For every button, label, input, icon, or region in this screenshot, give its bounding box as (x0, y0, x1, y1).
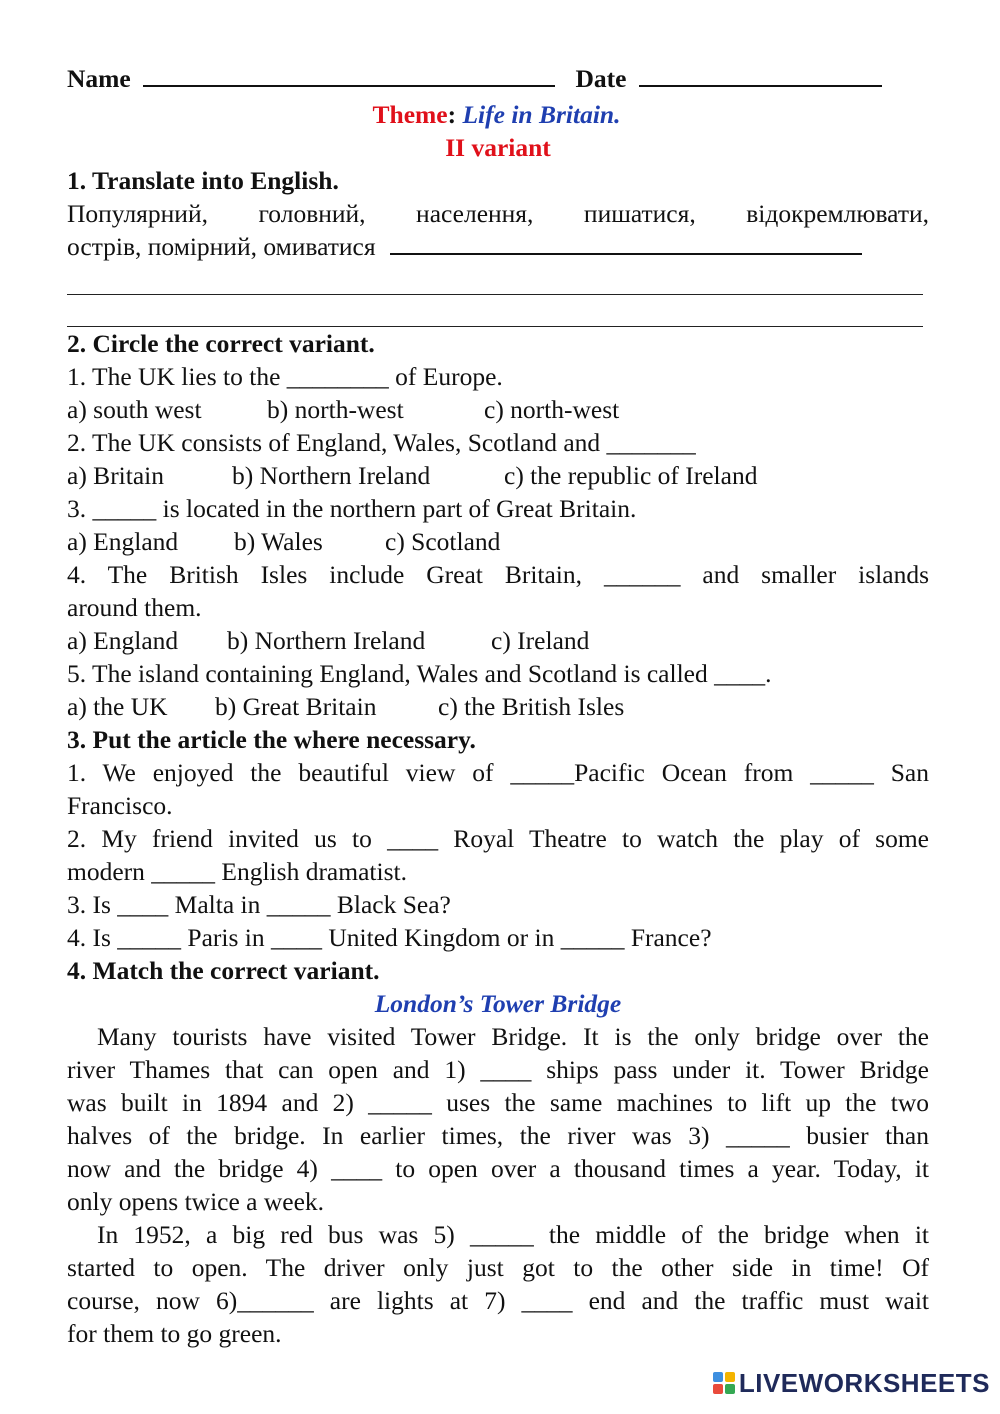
task3-sentence-4: 4. Is _____ Paris in ____ United Kingdom or in _____ France? (67, 923, 712, 952)
text-paragraph-1 (67, 1020, 929, 1218)
p1-line-4: halves of the bridge. In earlier times, the river was 3) _____ busier than (67, 1121, 929, 1150)
task2-q2-option-c[interactable]: c) the republic of Ireland (504, 461, 758, 490)
task2-heading: 2. Circle the correct variant. (67, 329, 375, 358)
task3-sentence-1-line2: Francisco. (67, 791, 173, 820)
theme-title: Life in Britain. (462, 100, 621, 129)
text-paragraph-2 (67, 1218, 929, 1350)
task2-options-1 (67, 393, 929, 426)
theme-label: Theme (372, 100, 448, 129)
task2-options-5 (67, 690, 929, 723)
header-row (67, 62, 929, 98)
task1-answer-line-1[interactable] (390, 249, 862, 255)
p1-line-2: river Thames that can open and 1) ____ ships pass under it. Tower Bridge (67, 1055, 929, 1084)
task2-question-3: 3. _____ is located in the northern part of Great Britain. (67, 494, 637, 523)
task2-q4-option-b[interactable]: b) Northern Ireland (227, 626, 426, 655)
task3-sentence-1-line1: 1. We enjoyed the beautiful view of _____Pacific Ocean from _____ San (67, 758, 929, 787)
p2-line-3: course, now 6)______ are lights at 7) ____ end and the traffic must wait (67, 1286, 929, 1315)
task1-words-line1: Популярний, головний, населення, пишатися, відокремлювати, (67, 199, 929, 228)
task2-q4-option-a[interactable]: a) England (67, 626, 179, 655)
task2-question-4-line1: 4. The British Isles include Great Britain, ______ and smaller islands (67, 560, 929, 589)
theme-colon: : (447, 100, 457, 129)
p1-line-3: was built in 1894 and 2) _____ uses the same machines to lift up the two (67, 1088, 929, 1117)
task2-q3-option-a[interactable]: a) England (67, 527, 179, 556)
p2-line-1: In 1952, a big red bus was 5) _____ the middle of the bridge when it (97, 1220, 929, 1249)
logo-square-2 (725, 1372, 735, 1382)
p1-line-1: Many tourists have visited Tower Bridge. It is the only bridge over the (97, 1022, 929, 1051)
task2-q2-option-b[interactable]: b) Northern Ireland (232, 461, 431, 490)
task1-words-line2: острів, помірний, омиватися (67, 232, 376, 261)
task3-sentence-2-line1: 2. My friend invited us to ____ Royal Theatre to watch the play of some (67, 824, 929, 853)
task1-heading: 1. Translate into English. (67, 166, 339, 195)
task2-q1-option-a[interactable]: a) south west (67, 395, 202, 424)
logo-grid-icon (713, 1372, 735, 1394)
task2-question-1: 1. The UK lies to the ________ of Europe. (67, 362, 503, 391)
name-label: Name (67, 64, 131, 93)
task2-q3-option-b[interactable]: b) Wales (234, 527, 323, 556)
logo-square-1 (713, 1372, 723, 1382)
p1-line-5: now and the bridge 4) ____ to open over a thousand times a year. Today, it (67, 1154, 929, 1183)
theme-line (64, 98, 929, 131)
name-field[interactable] (143, 81, 555, 87)
p2-line-4: for them to go green. (67, 1319, 282, 1348)
task4-heading: 4. Match the correct variant. (67, 956, 380, 985)
p1-line-6: only opens twice a week. (67, 1187, 325, 1216)
logo-square-3 (713, 1384, 723, 1394)
task2-q2-option-a[interactable]: a) Britain (67, 461, 165, 490)
task1-words-line2-row (67, 230, 929, 263)
task2-options-3 (67, 525, 929, 558)
task3-sentence-3: 3. Is ____ Malta in _____ Black Sea? (67, 890, 451, 919)
task2-options-2 (67, 459, 929, 492)
logo-square-4 (725, 1384, 735, 1394)
task2-question-5: 5. The island containing England, Wales and Scotland is called ____. (67, 659, 772, 688)
task2-question-2: 2. The UK consists of England, Wales, Scotland and _______ (67, 428, 696, 457)
task3-heading: 3. Put the article the where necessary. (67, 725, 476, 754)
task2-q3-option-c[interactable]: c) Scotland (385, 527, 501, 556)
liveworksheets-logo (713, 1368, 990, 1398)
task2-question-4-line2: around them. (67, 593, 202, 622)
task2-options-4 (67, 624, 929, 657)
text-title: London’s Tower Bridge (374, 989, 622, 1018)
logo-text: LIVEWORKSHEETS (738, 1367, 990, 1398)
task2-q1-option-c[interactable]: c) north-west (484, 395, 620, 424)
date-field[interactable] (639, 81, 882, 87)
task1-answer-line-2[interactable] (67, 263, 923, 295)
task2-q1-option-b[interactable]: b) north-west (267, 395, 404, 424)
task2-q4-option-c[interactable]: c) Ireland (491, 626, 590, 655)
date-label: Date (575, 64, 627, 93)
task3-sentence-2-line2: modern _____ English dramatist. (67, 857, 407, 886)
worksheet-page (67, 62, 929, 1350)
task1-answer-line-3[interactable] (67, 295, 923, 327)
variant-title: II variant (445, 133, 551, 162)
task2-q5-option-b[interactable]: b) Great Britain (215, 692, 377, 721)
task2-q5-option-c[interactable]: c) the British Isles (438, 692, 625, 721)
p2-line-2: started to open. The driver only just got to the other side in time! Of (67, 1253, 929, 1282)
task2-q5-option-a[interactable]: a) the UK (67, 692, 168, 721)
